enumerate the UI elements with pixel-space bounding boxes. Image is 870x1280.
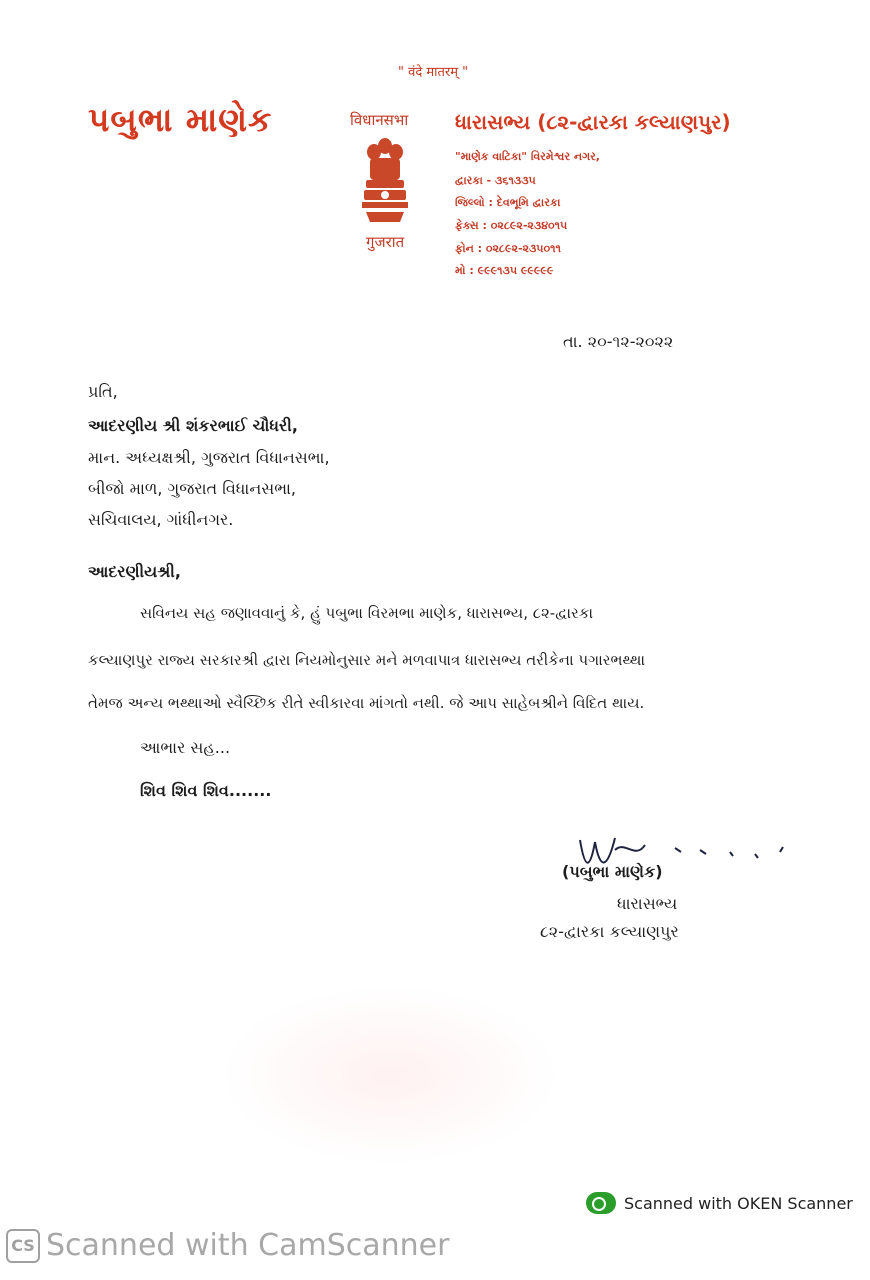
camscanner-logo-icon: CS: [6, 1229, 40, 1263]
signatory-name: (પબુભા માણેક): [562, 862, 663, 881]
signatory-constituency: ૮૨-દ્વારકા કલ્યાણપુર: [540, 922, 679, 941]
motto: " वंदे मातरम् ": [398, 65, 469, 80]
recipient-prefix: પ્રતિ,: [88, 382, 118, 401]
oken-watermark-text: Scanned with OKEN Scanner: [624, 1193, 853, 1213]
assembly-label: विधानसभा: [350, 111, 409, 129]
stamp-smudge: [220, 985, 560, 1165]
sender-name: પબુભા માણેક: [88, 100, 273, 139]
camscanner-watermark: [6, 1228, 449, 1263]
signatory-title: ધારાસભ્ય: [617, 894, 678, 913]
oken-watermark: [586, 1192, 853, 1214]
camscanner-watermark-text: Scanned with CamScanner: [46, 1228, 450, 1263]
address-line: દ્વારકા - ૩૬૧૩૩૫: [455, 174, 536, 187]
state-label: गुजरात: [366, 233, 405, 251]
address-line: ફોન : ૦૨૮૯૨-૨૩૫૦૧૧: [455, 242, 561, 255]
letter-date: તા. ૨૦-૧૨-૨૦૨૨: [563, 332, 674, 351]
blessing: શિવ શિવ શિવ.......: [140, 781, 272, 800]
recipient-name: આદરણીય શ્રી શંકરભાઈ ચૌધરી,: [88, 416, 298, 435]
body-line: તેમજ અન્ય ભથ્થાઓ સ્વૈચ્છિક રીતે સ્વીકારવા માંગતો નથી. જે આપ સાહેબશ્રીને વિદિત થાય.: [88, 694, 645, 712]
recipient-line: બીજો માળ, ગુજરાત વિધાનસભા,: [88, 479, 297, 498]
recipient-line: સચિવાલય, ગાંધીનગર.: [88, 510, 234, 529]
designation: ધારાસભ્ય (૮૨-દ્વારકા કલ્યાણપુર): [455, 110, 731, 134]
state-emblem-icon: [356, 132, 414, 230]
address-line: "માણેક વાટિકા" વિરમેશ્વર નગર,: [455, 150, 600, 163]
address-line: મો : ૯૯૯૧૩૫ ૯૯૯૯૯: [455, 264, 554, 277]
oken-logo-icon: [586, 1192, 616, 1214]
body-line: સવિનય સહ જણાવવાનું કે, હું પબુભા વિરમભા માણેક, ધારાસભ્ય, ૮૨-દ્વારકા: [140, 604, 594, 622]
body-line: કલ્યાણપુર રાજ્ય સરકારશ્રી દ્વારા નિયમોનુસાર મને મળવાપાત્ર ધારાસભ્ય તરીકેના પગારભથ્થા: [88, 651, 646, 669]
closing: આભાર સહ...: [140, 738, 231, 757]
address-line: ફેક્સ : ૦૨૮૯૨-૨૩૪૦૧૫: [455, 219, 568, 232]
address-line: જિલ્લો : દેવભૂમિ દ્વારકા: [455, 196, 561, 209]
salutation: આદરણીયશ્રી,: [88, 562, 181, 581]
recipient-line: માન. અધ્યક્ષશ્રી, ગુજરાત વિધાનસભા,: [88, 448, 330, 467]
